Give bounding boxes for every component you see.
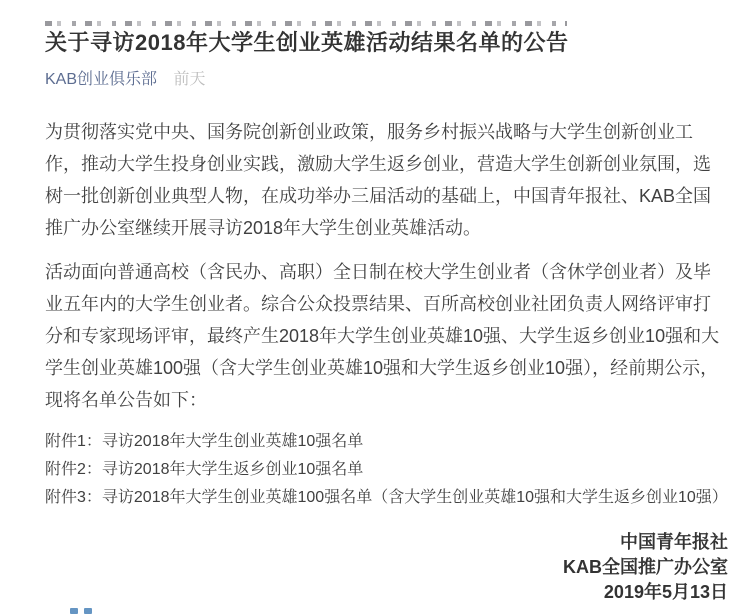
paragraph-selection-process: 活动面向普通高校（含民办、高职）全日制在校大学生创业者（含休学创业者）及毕业五年内的大学生创业者。综合公众投票结果、百所高校创业社团负责人网络评审打分和专家现场评审，最终产生2018年大学生创业英雄10强、大学生返乡创业10强和大学生创业英雄100强（含大学生创业英雄10强和大学生返乡创业10强），经前期公示，现将名单公告如下： — [45, 262, 720, 410]
page-title: 关于寻访2018年大学生创业英雄活动结果名单的公告 — [45, 30, 569, 55]
attachment-line-3: 附件3：寻访2018年大学生创业英雄100强名单（含大学生创业英雄10强和大学生返乡创业10强） — [45, 489, 728, 506]
signature-org-newspaper: 中国青年报社 — [620, 532, 728, 552]
attachment-line-1: 附件1：寻访2018年大学生创业英雄10强名单 — [45, 433, 364, 450]
attachment-list — [45, 428, 728, 512]
author-link[interactable]: KAB创业俱乐部 — [45, 71, 158, 88]
clipped-text-remnant-top — [45, 21, 567, 26]
article-body — [45, 116, 728, 416]
article-content — [45, 28, 728, 605]
signature-block — [45, 530, 728, 605]
byline — [45, 70, 728, 90]
attachment-line-2: 附件2：寻访2018年大学生返乡创业10强名单 — [45, 461, 364, 478]
signature-org-kab-office: KAB全国推广办公室 — [563, 557, 728, 577]
clipped-blue-text-remnant-bottom — [70, 608, 100, 614]
paragraph-intro: 为贯彻落实党中央、国务院创新创业政策，服务乡村振兴战略与大学生创新创业工作，推动大学生投身创业实践，激励大学生返乡创业，营造大学生创新创业氛围，选树一批创新创业典型人物，在成功举办三届活动的基础上，中国青年报社、KAB全国推广办公室继续开展寻访2018年大学生创业英雄活动。 — [45, 122, 712, 238]
publish-time: 前天 — [173, 71, 206, 88]
signature-date: 2019年5月13日 — [603, 582, 728, 602]
